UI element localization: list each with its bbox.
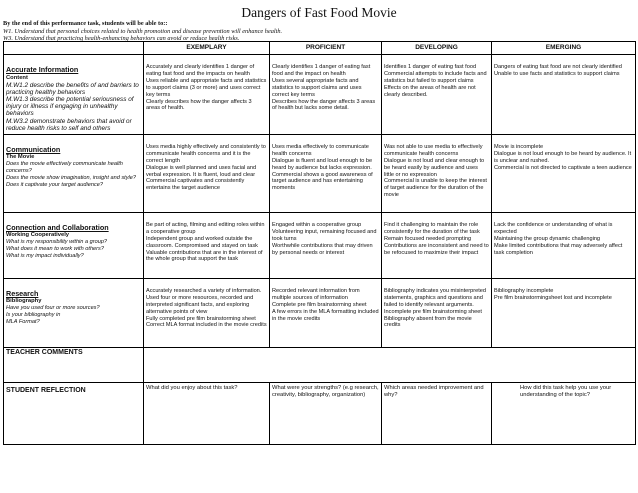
criterion-line: What does it mean to work with others?	[6, 246, 104, 253]
cell-text: Accurately researched a variety of information. Used four or more resources, recorded and interpreted significant facts, and exploring alternative points of view Fully completed pre film brainstorming sheet Correct MLA format included in the movie credits	[146, 287, 267, 329]
criterion-cell	[4, 278, 144, 347]
criterion-line: M.W1.2 describe the benefits of and barriers to practicing healthy behaviors	[6, 81, 139, 96]
intro-lead: By the end of this performance task, students will be able to::	[3, 20, 168, 27]
criterion-line: MLA Format?	[6, 319, 40, 326]
rubric-table	[3, 41, 636, 445]
reflection-question: What did you enjoy about this task?	[146, 384, 238, 391]
reflection-q3-cell[interactable]	[382, 382, 492, 444]
table-row	[4, 55, 636, 135]
teacher-comments-label: TEACHER COMMENTS	[6, 348, 83, 356]
criterion-line: Does it captivate your target audience?	[6, 182, 104, 189]
proficient-cell	[270, 278, 382, 347]
cell-text: Engaged within a cooperative group Volunteering input, remaining focused and took turns Worthwhile contributions that may driven by personal needs or interest	[272, 221, 377, 256]
cell-text: Dangers of eating fast food are not clearly identified Unable to use facts and statistics to support claims	[494, 64, 622, 77]
header-row	[4, 42, 636, 55]
table-row	[4, 278, 636, 347]
cell-text: Be part of acting, filming and editing roles within a cooperative group Independent group and worked outside the classroom. Compromised and stayed on task Valuable contributions that are in the interest of the whole group that support the task	[146, 221, 265, 263]
criterion-line: What is my impact individually?	[6, 253, 84, 260]
developing-cell	[382, 212, 492, 278]
exemplary-cell	[144, 212, 270, 278]
objective-w1: W1. Understand that personal choices related to health promotion and disease prevention will enhance health.	[3, 27, 283, 35]
cell-text: Identifies 1 danger of eating fast food Commercial attempts to include facts and statistics but failed to support claims Effects on the areas of health are not clearly described.	[384, 64, 487, 98]
criterion-line: Does the movie show imagination, insight and style?	[6, 175, 136, 182]
exemplary-cell	[144, 134, 270, 212]
criterion-title: Connection and Collaboration	[6, 222, 109, 232]
teacher-comments-row	[4, 347, 636, 382]
cell-text: Bibliography incomplete Pre film brainstormingsheet lost and incomplete	[494, 287, 612, 301]
criterion-line: What is my responsibility within a group?	[6, 239, 108, 246]
intro-block	[3, 20, 633, 43]
objective-w3: W3. Understand that practicing health-enhancing behaviors can avoid or reduce health risks.	[3, 35, 240, 43]
cell-text: Uses media highly effectively and consistently to communicate health concerns and it is the correct length Dialogue is well planned and uses facial and verbal expression. It is fluent, loud and clear Commercial captivates and consistently entertains the target audience	[146, 143, 266, 192]
criterion-subtitle: The Movie	[6, 154, 35, 161]
teacher-comments-label-cell	[4, 347, 144, 382]
developing-cell	[382, 278, 492, 347]
header-proficient: PROFICIENT	[270, 42, 382, 55]
proficient-cell	[270, 212, 382, 278]
header-blank	[4, 42, 144, 55]
cell-text: Uses media effectively to communicate health concerns Dialogue is fluent and loud enough to be heard by audience but lacks expression. Commercial shows a good awareness of target audience and has entertaining moments	[272, 143, 373, 192]
student-reflection-label: STUDENT REFLECTION	[6, 386, 86, 394]
student-reflection-label-cell	[4, 382, 144, 444]
table-row	[4, 212, 636, 278]
cell-text: Accurately and clearly identifies 1 danger of eating fast food and the impacts on health Uses reliable and appropriate facts and statistics to support claims (3 or more) and uses correct key terms Clearly describes how the danger affects 3 areas of health.	[146, 64, 267, 112]
developing-cell	[382, 55, 492, 135]
criterion-title: Research	[6, 288, 39, 298]
criterion-line: Have you used four or more sources?	[6, 305, 100, 312]
criterion-subtitle: Bibliography	[6, 298, 42, 305]
header-emerging: EMERGING	[492, 42, 636, 55]
criterion-cell	[4, 134, 144, 212]
cell-text: Was not able to use media to effectively communicate health concerns Dialogue is not loud and clear enough to be heard easily by audience and uses little or no expression Commercial is unable to keep the interest of target audience for the duration of the movie	[384, 143, 487, 199]
reflection-q1-cell[interactable]	[144, 382, 270, 444]
proficient-cell	[270, 55, 382, 135]
emerging-cell	[492, 55, 636, 135]
cell-text: Movie is incomplete Dialogue is not loud enough to be heard by audience. It is unclear and rushed. Commercial is not directed to captivate a teen audience	[494, 143, 632, 171]
developing-cell	[382, 134, 492, 212]
reflection-q4-cell[interactable]	[492, 382, 636, 444]
reflection-q2-cell[interactable]	[270, 382, 382, 444]
emerging-cell	[492, 134, 636, 212]
document-title: Dangers of Fast Food Movie	[241, 5, 397, 20]
student-reflection-row	[4, 382, 636, 444]
cell-text: Clearly identifies 1 danger of eating fast food and the impact on health Uses several appropriate facts and statistics to support claims and uses correct key terms Describes how the danger affects 3 areas of health but lacks some detail.	[272, 64, 376, 112]
reflection-question: Which areas needed improvement and why?	[384, 384, 484, 398]
teacher-comments-area[interactable]	[144, 347, 636, 382]
criterion-cell	[4, 55, 144, 135]
criterion-line: M.W1.3 describe the potential seriousness of injury or illness if engaging in unhealthy behaviors	[6, 95, 134, 118]
cell-text: Find it challenging to maintain the role consistently for the duration of the task Remain focused needed prompting Contributions are inconsistent and need to be refocused to maximize their impact	[384, 221, 489, 256]
criterion-subtitle: Content	[6, 74, 28, 81]
reflection-question: What were your strengths? (e.g research, creativity, bibliography, organization)	[272, 384, 379, 398]
criterion-line: Does the movie effectively communicate health concerns?	[6, 161, 123, 175]
criterion-subtitle: Working Cooperatively	[6, 232, 70, 239]
cell-text: Bibliography indicates you misinterpreted statements, graphics and questions and failed to identify relevant arguments. Incomplete pre film brainstorming sheet Bibliography absent from the movie credits	[384, 287, 486, 329]
emerging-cell	[492, 278, 636, 347]
emerging-cell	[492, 212, 636, 278]
header-developing: DEVELOPING	[382, 42, 492, 55]
cell-text: Recorded relevant information from multiple sources of information Complete pre film brainstorming sheet A few errors in the MLA formatting included in the movie credits	[272, 287, 379, 322]
proficient-cell	[270, 134, 382, 212]
criterion-cell	[4, 212, 144, 278]
table-row	[4, 134, 636, 212]
criterion-line: Is your bibliography in	[6, 312, 61, 319]
reflection-question: How did this task help you use your understanding of the topic?	[520, 384, 612, 398]
criterion-title: Communication	[6, 144, 61, 154]
exemplary-cell	[144, 55, 270, 135]
exemplary-cell	[144, 278, 270, 347]
criterion-title: Accurate Information	[6, 65, 79, 74]
criterion-line: M.W3.2 demonstrate behaviors that avoid or reduce health risks to self and others	[6, 117, 132, 132]
cell-text: Lack the confidence or understanding of what is expected Maintaining the group dynamic challenging Make limited contributions that may adversely affect task completion	[494, 221, 623, 256]
header-exemplary: EXEMPLARY	[144, 42, 270, 55]
